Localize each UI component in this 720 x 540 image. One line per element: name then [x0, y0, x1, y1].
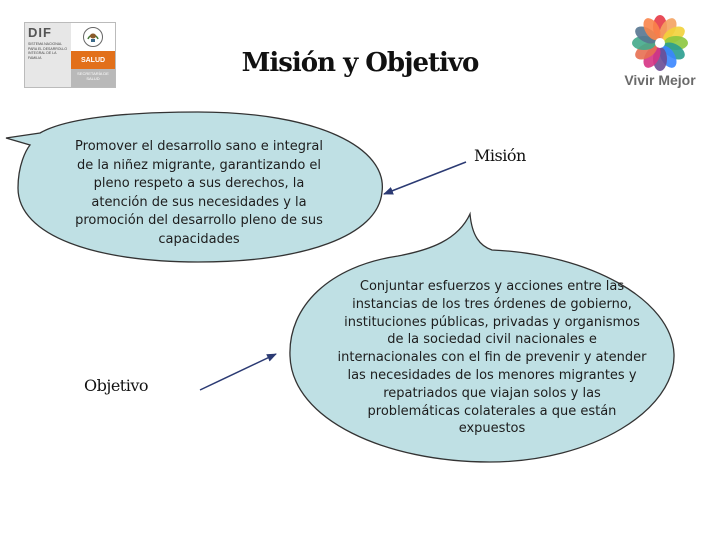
salud-band: SALUD — [71, 51, 115, 69]
objetivo-label: Objetivo — [84, 376, 149, 395]
dif-brand-text: DIF — [28, 25, 52, 40]
secretaria-text: SECRETARÍA DE SALUD — [71, 69, 115, 87]
dif-small-text: SISTEMA NACIONAL PARA EL DESARROLLO INTEGRAL DE LA FAMILIA — [28, 42, 68, 60]
page-title: Misión y Objetivo — [241, 48, 479, 78]
mision-label: Misión — [474, 146, 526, 165]
mision-text: Promover el desarrollo sano e integral de la niñez migrante, garantizando el pleno respeto a sus derechos, la atención de sus necesidades y la promoción del desarrollo pleno de sus capacidades — [75, 139, 323, 247]
mision-arrow — [384, 162, 466, 194]
vivir-mejor-caption: Vivir Mejor — [624, 72, 696, 88]
objetivo-text: Conjuntar esfuerzos y acciones entre las instancias de los tres órdenes de gobierno, instituciones públicas, privadas y organismos de la sociedad civil nacionales e internacionales con el fin de prevenir y atender las necesidades de los menores migrantes y repatriados que viajan solos y las problemáticas colaterales a que están expuestos — [337, 279, 647, 437]
objetivo-arrow — [200, 354, 276, 390]
